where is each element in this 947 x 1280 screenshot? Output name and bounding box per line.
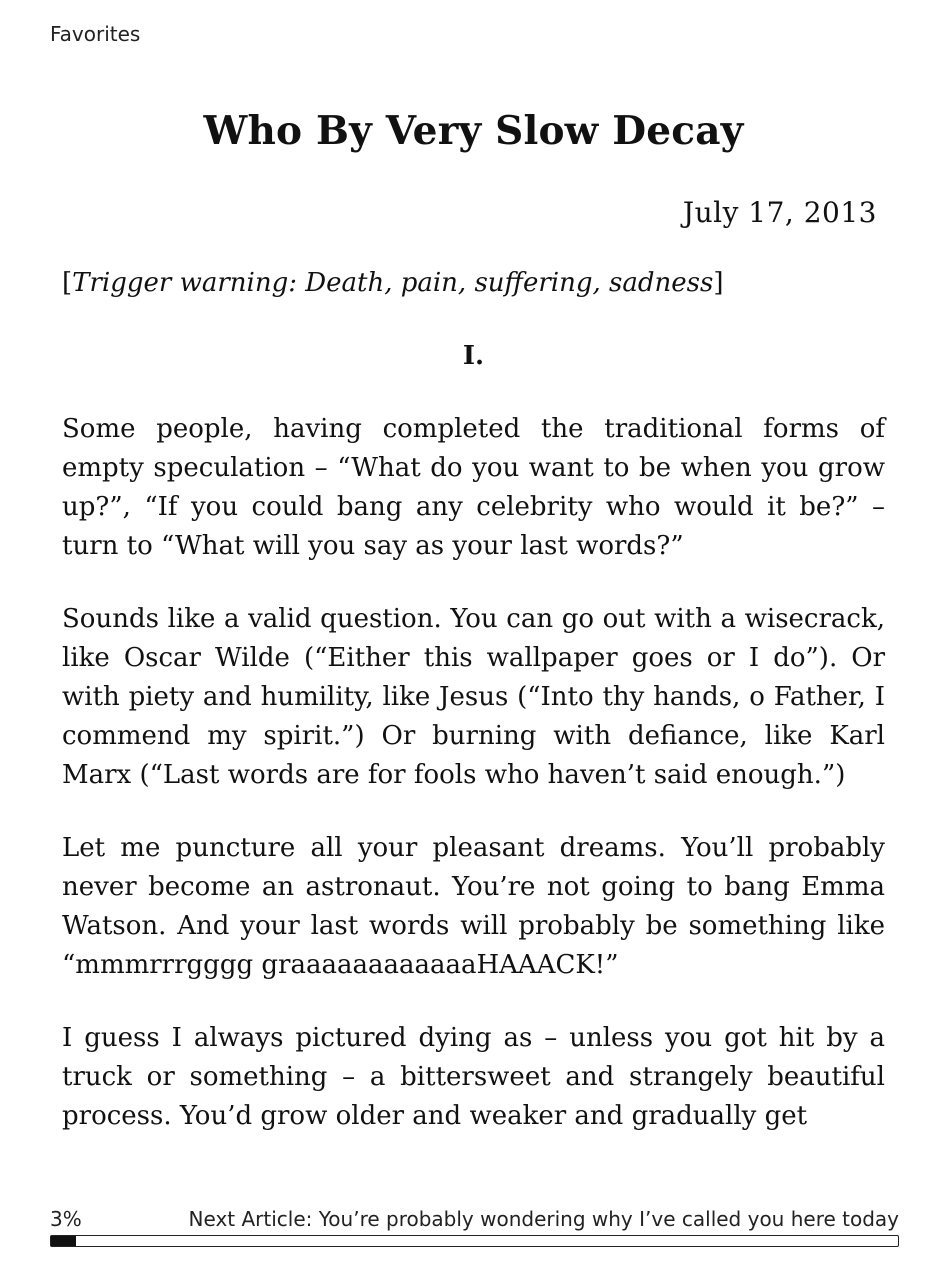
paragraph: Some people, having completed the traditional forms of empty speculation – “What do you want to be when you grow up?”, “If you could bang any celebrity who would it be?” – turn to “What will you say as your last words?” (62, 414, 885, 561)
article-date: July 17, 2013 (682, 196, 877, 229)
section-heading: I. (462, 341, 485, 371)
paragraph: Sounds like a valid question. You can go out with a wisecrack, like Oscar Wilde (“Either this wallpaper goes or I do”). Or with piety and humility, like Jesus (“Into thy hands, o Father, I commend my spirit.”) Or burning with defiance, like Karl Marx (“Last words are for fools who haven’t said enough.”) (62, 604, 885, 790)
paragraph: Let me puncture all your pleasant dreams. You’ll probably never become an astronaut. You’re not going to bang Emma Watson. And your last words will probably be something like “mmmrrrgggg graaaaaaaaaaaaHAAACK!” (62, 833, 885, 980)
next-article-link[interactable]: Next Article: You’re probably wondering why I’ve called you here today (188, 1207, 899, 1231)
progress-bar-fill (51, 1236, 76, 1246)
paragraph: I guess I always pictured dying as – unless you got hit by a truck or something – a bittersweet and strangely beautiful process. You’d grow older and weaker and gradually get (62, 1023, 885, 1131)
trigger-warning-open-bracket: [ (62, 268, 73, 298)
trigger-warning-text: Trigger warning: Death, pain, suffering, sadness (72, 268, 714, 298)
progress-percent: 3% (50, 1207, 82, 1231)
favorites-label[interactable]: Favorites (50, 22, 141, 46)
trigger-warning-close-bracket: ] (713, 268, 724, 298)
progress-bar[interactable] (50, 1235, 899, 1247)
article-title: Who By Very Slow Decay (203, 108, 744, 154)
article-body (62, 264, 885, 1170)
trigger-warning (62, 264, 885, 303)
